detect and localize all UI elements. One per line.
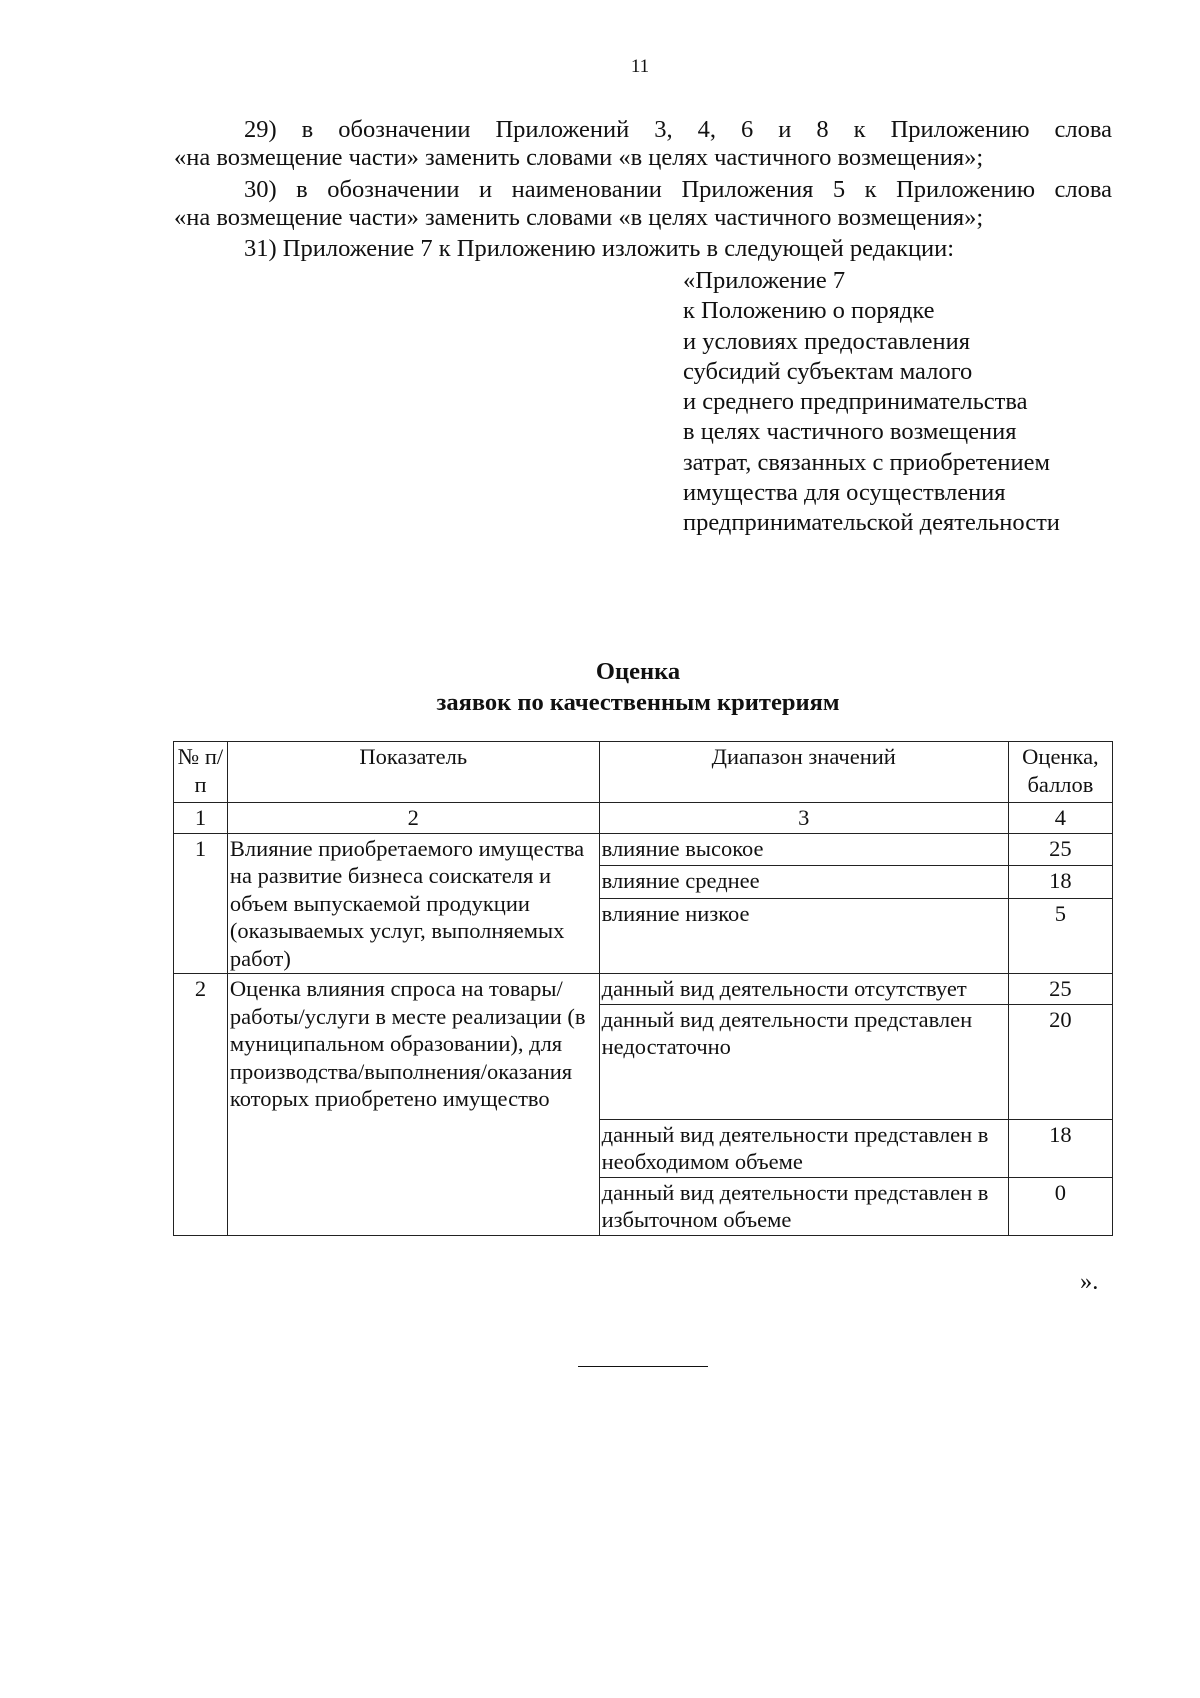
header-score: Оценка, баллов <box>1008 742 1112 803</box>
annex-heading-line: предпринимательской деятельности <box>683 509 1060 537</box>
column-number-row <box>174 803 1113 834</box>
score-cell: 25 <box>1008 974 1112 1005</box>
annex-heading-line: затрат, связанных с приобретением <box>683 448 1051 476</box>
table-header-row <box>174 742 1113 803</box>
annex-heading-line: субсидий субъектам малого <box>683 357 973 385</box>
table-title <box>168 656 1108 718</box>
column-number: 1 <box>174 803 228 834</box>
score-cell: 25 <box>1008 833 1112 866</box>
range-cell: данный вид деятельности представлен в избыточном объеме <box>599 1177 1008 1235</box>
header-number: № п/п <box>174 742 228 803</box>
header-range: Диапазон значений <box>599 742 1008 803</box>
table-row <box>174 974 1113 1005</box>
amendment-30-line2: «на возмещение части» заменить словами «в целях частичного возмещения»; <box>174 204 984 231</box>
column-number: 4 <box>1008 803 1112 834</box>
amendment-31: 31) Приложение 7 к Приложению изложить в следующей редакции: <box>244 235 955 262</box>
score-cell: 5 <box>1008 899 1112 974</box>
annex-heading-line: имущества для осуществления <box>683 479 1006 507</box>
table-title-line1: Оценка <box>595 658 681 685</box>
amendment-29-line2: «на возмещение части» заменить словами «в целях частичного возмещения»; <box>174 144 984 171</box>
annex-heading-line: и среднего предпринимательства <box>683 388 1028 416</box>
range-cell: данный вид деятельности представлен в необходимом объеме <box>599 1119 1008 1177</box>
amendment-30-line1: 30) в обозначении и наименовании Приложения 5 к Приложению слова <box>244 176 1112 203</box>
score-cell: 0 <box>1008 1177 1112 1235</box>
end-rule-divider <box>578 1366 708 1367</box>
indicator-cell: Влияние приобретаемого имущества на развитие бизнеса соискателя и объем выпускаемой продукции (оказываемых услуг, выполняемых работ) <box>227 833 599 974</box>
column-number: 3 <box>599 803 1008 834</box>
row-number: 2 <box>174 974 228 1236</box>
range-cell: данный вид деятельности представлен недостаточно <box>599 1004 1008 1119</box>
score-cell: 18 <box>1008 866 1112 899</box>
table-title-line2: заявок по качественным критериям <box>436 689 840 716</box>
range-cell: влияние среднее <box>599 866 1008 899</box>
page-number: 11 <box>630 56 650 77</box>
criteria-table <box>173 741 1113 1236</box>
amendment-30 <box>174 176 1112 232</box>
annex-heading-line: и условиях предоставления <box>683 327 970 355</box>
indicator-cell: Оценка влияния спроса на товары/работы/услуги в месте реализации (в муниципальном образовании), для производства/выполнения/оказания которых приобретено имущество <box>227 974 599 1236</box>
annex-heading-line: к Положению о порядке <box>683 297 935 325</box>
score-cell: 20 <box>1008 1004 1112 1119</box>
amendment-29-line1: 29) в обозначении Приложений 3, 4, 6 и 8 к Приложению слова <box>244 116 1112 143</box>
score-cell: 18 <box>1008 1119 1112 1177</box>
range-cell: влияние низкое <box>599 899 1008 974</box>
header-indicator: Показатель <box>227 742 599 803</box>
closing-quote-mark: ». <box>1080 1268 1099 1295</box>
annex-heading <box>683 266 1060 539</box>
range-cell: влияние высокое <box>599 833 1008 866</box>
annex-heading-line: в целях частичного возмещения <box>683 418 1017 446</box>
column-number: 2 <box>227 803 599 834</box>
annex-heading-line: «Приложение 7 <box>683 267 846 294</box>
range-cell: данный вид деятельности отсутствует <box>599 974 1008 1005</box>
row-number: 1 <box>174 833 228 974</box>
amendment-29 <box>174 116 1112 172</box>
table-row <box>174 833 1113 866</box>
